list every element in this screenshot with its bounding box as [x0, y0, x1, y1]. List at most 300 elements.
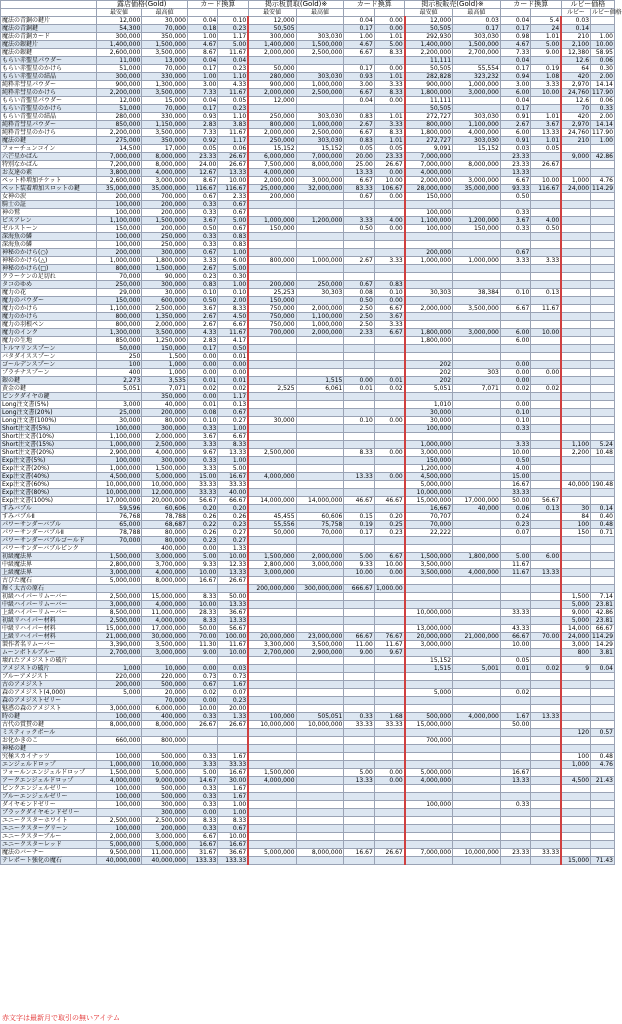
value-cell: 2,200,000 [96, 89, 142, 97]
value-cell: 11.67 [500, 561, 530, 569]
value-cell: 12,000 [248, 17, 296, 25]
value-cell [591, 553, 615, 561]
value-cell: 2,500,000 [96, 817, 142, 825]
value-cell [248, 625, 296, 633]
value-cell [96, 545, 142, 553]
table-row [1, 153, 615, 161]
value-cell [296, 449, 344, 457]
item-name-cell: もらい赤聖星パウダー [1, 57, 97, 65]
value-cell: 2,000,000 [296, 329, 344, 337]
value-cell: 100,000 [96, 233, 142, 241]
value-cell [500, 841, 530, 849]
table-row [1, 169, 615, 177]
value-cell [561, 721, 590, 729]
value-cell: 0.33 [187, 209, 217, 217]
table-row [1, 657, 615, 665]
table-row [1, 561, 615, 569]
value-cell [296, 601, 344, 609]
value-cell: 3.67 [374, 313, 404, 321]
value-cell: 1,400,000 [96, 41, 142, 49]
value-cell [248, 705, 296, 713]
table-row [1, 49, 615, 57]
value-cell [591, 849, 615, 857]
value-cell [374, 625, 404, 633]
value-cell: 210 [561, 137, 590, 145]
value-cell [531, 537, 561, 545]
value-cell [591, 721, 615, 729]
value-cell: 9.67 [374, 649, 404, 657]
value-cell [248, 593, 296, 601]
value-cell: 4,000,000 [142, 601, 188, 609]
value-cell: 0.05 [187, 145, 217, 153]
value-cell [453, 105, 501, 113]
value-cell: 116.67 [218, 185, 248, 193]
value-cell: 2.00 [591, 73, 615, 81]
value-cell: 15,152 [296, 145, 344, 153]
item-name-cell: 中級魔法界 [1, 561, 97, 569]
value-cell [374, 737, 404, 745]
value-cell: 300,000 [142, 457, 188, 465]
value-cell: 33.33 [531, 849, 561, 857]
value-cell: 70,000 [142, 65, 188, 73]
value-cell [561, 337, 590, 345]
value-cell [531, 825, 561, 833]
value-cell: 800,000 [248, 121, 296, 129]
value-cell: 900,000 [405, 81, 453, 89]
value-cell [561, 745, 590, 753]
value-cell: 150,000 [453, 225, 501, 233]
value-cell: 300,000 [142, 425, 188, 433]
value-cell [561, 473, 590, 481]
value-cell: 8.33 [218, 441, 248, 449]
value-cell: 800,000 [142, 737, 188, 745]
value-cell: 0.10 [187, 417, 217, 425]
item-name-cell: 魅惑の森のアメジスト [1, 705, 97, 713]
item-name-cell: ゼルストーン [1, 225, 97, 233]
item-name-cell: 初級リハイパー材料 [1, 617, 97, 625]
value-cell: 13.33 [218, 449, 248, 457]
value-cell: 24.00 [187, 161, 217, 169]
value-cell [374, 689, 404, 697]
value-cell [453, 345, 501, 353]
value-cell: 150,000 [405, 457, 453, 465]
value-cell [453, 425, 501, 433]
value-cell [296, 457, 344, 465]
header-card-conv-3: カード換算 [500, 1, 561, 9]
value-cell: 1,000,000 [96, 257, 142, 265]
value-cell: 4.33 [218, 81, 248, 89]
value-cell: 1,350,000 [142, 313, 188, 321]
header-board-buy: 掲示板買取(Gold)※ [248, 1, 344, 9]
value-cell: 0.19 [531, 65, 561, 73]
value-cell: 11.67 [218, 641, 248, 649]
value-cell [531, 233, 561, 241]
value-cell [561, 345, 590, 353]
value-cell [531, 465, 561, 473]
value-cell [500, 545, 530, 553]
value-cell [96, 697, 142, 705]
value-cell [531, 273, 561, 281]
value-cell: 700,000 [142, 193, 188, 201]
value-cell [591, 561, 615, 569]
value-cell [248, 697, 296, 705]
value-cell [500, 273, 530, 281]
value-cell [531, 473, 561, 481]
value-cell [531, 481, 561, 489]
value-cell [405, 273, 453, 281]
value-cell [591, 233, 615, 241]
value-cell [405, 201, 453, 209]
value-cell: 4,000,000 [142, 617, 188, 625]
value-cell: 59,596 [96, 505, 142, 513]
value-cell [531, 169, 561, 177]
value-cell: 3.33 [187, 465, 217, 473]
value-cell: 1.00 [218, 457, 248, 465]
value-cell: 0.67 [218, 225, 248, 233]
value-cell: 0.67 [218, 825, 248, 833]
value-cell: 55,556 [248, 521, 296, 529]
header-card-conv-2: カード換算 [344, 1, 405, 9]
value-cell [591, 289, 615, 297]
value-cell: 2,000,000 [248, 129, 296, 137]
value-cell: 5,000,000 [142, 841, 188, 849]
value-cell [561, 409, 590, 417]
value-cell [591, 473, 615, 481]
value-cell: 0.01 [187, 401, 217, 409]
value-cell: 0.00 [500, 369, 530, 377]
item-name-cell: バタダイススプーン [1, 353, 97, 361]
table-row [1, 713, 615, 721]
value-cell: 3,000,000 [453, 89, 501, 97]
value-cell: 42.86 [591, 609, 615, 617]
table-row [1, 665, 615, 673]
value-cell: 26.67 [218, 577, 248, 585]
value-cell: 0.10 [374, 289, 404, 297]
item-name-cell: 初級ハイパーリムーバー [1, 593, 97, 601]
value-cell: 2,000,000 [405, 305, 453, 313]
value-cell [344, 369, 374, 377]
value-cell: 24,000 [561, 633, 590, 641]
value-cell: 0.02 [187, 385, 217, 393]
value-cell: 1,000,000 [296, 121, 344, 129]
value-cell: 350,000 [142, 137, 188, 145]
item-name-cell: Exp注文書(20%) [1, 465, 97, 473]
value-cell: 330,000 [142, 113, 188, 121]
value-cell [453, 529, 501, 537]
value-cell: 33.33 [344, 721, 374, 729]
value-cell [500, 793, 530, 801]
value-cell [591, 657, 615, 665]
value-cell: 0.00 [187, 353, 217, 361]
value-cell [296, 689, 344, 697]
value-cell: 420 [561, 73, 590, 81]
value-cell [561, 737, 590, 745]
item-name-cell: 魔法の鍵 [1, 137, 97, 145]
value-cell [344, 617, 374, 625]
value-cell: 0.23 [218, 521, 248, 529]
value-cell: 900,000 [248, 81, 296, 89]
value-cell: 100,000 [96, 209, 142, 217]
item-name-cell: 騎士の証 [1, 201, 97, 209]
table-row [1, 729, 615, 737]
value-cell: 9.33 [187, 561, 217, 569]
table-row [1, 513, 615, 521]
value-cell [374, 665, 404, 673]
item-name-cell: Short注文書(10%) [1, 433, 97, 441]
value-cell [248, 465, 296, 473]
value-cell: 0.05 [218, 97, 248, 105]
value-cell [218, 737, 248, 745]
value-cell: 3,500,000 [142, 641, 188, 649]
table-row [1, 385, 615, 393]
value-cell: 200,000 [96, 249, 142, 257]
item-name-cell: もらい青聖星パウダー [1, 97, 97, 105]
value-cell: 10.00 [187, 705, 217, 713]
value-cell [591, 433, 615, 441]
value-cell [531, 769, 561, 777]
value-cell: 4,000,000 [405, 777, 453, 785]
value-cell: 750,000 [248, 305, 296, 313]
value-cell [453, 489, 501, 497]
table-row [1, 313, 615, 321]
item-name-cell: 神秘のかけら(○) [1, 249, 97, 257]
value-cell [500, 705, 530, 713]
value-cell: 303,030 [453, 137, 501, 145]
value-cell [591, 545, 615, 553]
value-cell: 17,000,000 [142, 625, 188, 633]
value-cell [187, 585, 217, 593]
value-cell [374, 801, 404, 809]
value-cell: 0.10 [218, 289, 248, 297]
value-cell: 600,000 [142, 297, 188, 305]
value-cell [561, 537, 590, 545]
value-cell: 3,500,000 [453, 305, 501, 313]
value-cell [248, 369, 296, 377]
value-cell: 1.01 [374, 113, 404, 121]
item-name-cell: すみバブル [1, 505, 97, 513]
value-cell: 1.00 [591, 137, 615, 145]
value-cell: 1,500,000 [248, 769, 296, 777]
table-row [1, 753, 615, 761]
value-cell: 0.67 [344, 281, 374, 289]
value-cell [453, 193, 501, 201]
value-cell [561, 273, 590, 281]
value-cell [561, 393, 590, 401]
value-cell [374, 201, 404, 209]
value-cell: 25,253 [248, 289, 296, 297]
value-cell: 2,700,000 [248, 649, 296, 657]
value-cell [531, 721, 561, 729]
value-cell [374, 761, 404, 769]
table-row [1, 809, 615, 817]
item-name-cell: もらい赤聖星のかけら [1, 65, 97, 73]
value-cell: 70,000 [296, 529, 344, 537]
value-cell: 93.33 [500, 185, 530, 193]
value-cell: 11.67 [531, 305, 561, 313]
value-cell [296, 681, 344, 689]
item-name-cell: ユニークスターグリーン [1, 825, 97, 833]
value-cell [405, 545, 453, 553]
value-cell: 0.01 [374, 377, 404, 385]
value-cell: 16.67 [500, 481, 530, 489]
value-cell: 21.43 [591, 777, 615, 785]
value-cell: 800,000 [96, 321, 142, 329]
value-cell: 11,111 [405, 57, 453, 65]
table-row [1, 369, 615, 377]
value-cell [296, 465, 344, 473]
value-cell [296, 569, 344, 577]
value-cell: 31.67 [187, 849, 217, 857]
value-cell: 1.33 [218, 545, 248, 553]
value-cell [344, 601, 374, 609]
value-cell: 9 [561, 665, 590, 673]
value-cell: 2.67 [187, 321, 217, 329]
value-cell: 78,788 [96, 529, 142, 537]
table-row [1, 417, 615, 425]
value-cell: 0.23 [187, 537, 217, 545]
value-cell: 33.33 [218, 761, 248, 769]
value-cell: 4,500 [561, 777, 590, 785]
value-cell [374, 489, 404, 497]
value-cell: 100,000 [96, 793, 142, 801]
value-cell [453, 417, 501, 425]
value-cell: 300,000 [142, 801, 188, 809]
value-cell: 1,500,000 [248, 553, 296, 561]
value-cell: 303,030 [296, 113, 344, 121]
value-cell: 1.00 [344, 33, 374, 41]
value-cell: 1,800,000 [405, 337, 453, 345]
value-cell: 10.00 [500, 449, 530, 457]
table-row [1, 569, 615, 577]
value-cell: 0.02 [500, 689, 530, 697]
value-cell: 70.00 [187, 633, 217, 641]
value-cell: 0.19 [344, 521, 374, 529]
value-cell: 0.23 [218, 25, 248, 33]
value-cell: 0.06 [591, 57, 615, 65]
value-cell: 300,000 [248, 33, 296, 41]
item-name-cell: ユニークスターレッド [1, 841, 97, 849]
value-cell: 76.67 [374, 633, 404, 641]
value-cell: 200,000 [96, 193, 142, 201]
value-cell: 4.17 [218, 337, 248, 345]
value-cell: 6.67 [500, 305, 530, 313]
value-cell [561, 689, 590, 697]
item-name-cell: 特別なかばん [1, 161, 97, 169]
value-cell [142, 657, 188, 665]
value-cell: 4,000,000 [142, 569, 188, 577]
value-cell [531, 281, 561, 289]
value-cell: 200,000 [248, 193, 296, 201]
value-cell: 0.33 [187, 457, 217, 465]
value-cell: 1.10 [218, 73, 248, 81]
value-cell [531, 625, 561, 633]
value-cell [500, 825, 530, 833]
value-cell [561, 241, 590, 249]
table-row [1, 289, 615, 297]
value-cell: 3,800,000 [96, 169, 142, 177]
value-cell [344, 401, 374, 409]
value-cell [591, 577, 615, 585]
item-name-cell: 中級リハイパー材料 [1, 625, 97, 633]
value-cell [561, 209, 590, 217]
value-cell: 2,000,000 [296, 305, 344, 313]
value-cell [561, 585, 590, 593]
value-cell [531, 809, 561, 817]
value-cell: 13.33 [531, 569, 561, 577]
value-cell: 10.00 [187, 601, 217, 609]
value-cell: 4.67 [187, 41, 217, 49]
value-cell: 0.33 [500, 209, 530, 217]
value-cell [561, 353, 590, 361]
value-cell [591, 537, 615, 545]
value-cell: 30,000,000 [142, 633, 188, 641]
item-name-cell: 魔法の青銅の鍵片 [1, 17, 97, 25]
value-cell [591, 465, 615, 473]
value-cell: 0.01 [344, 385, 374, 393]
value-cell [374, 481, 404, 489]
value-cell [374, 273, 404, 281]
value-cell: 4,000,000 [142, 449, 188, 457]
value-cell [374, 593, 404, 601]
value-cell: 6.67 [344, 129, 374, 137]
value-cell [248, 793, 296, 801]
value-cell [296, 57, 344, 65]
value-cell [374, 57, 404, 65]
value-cell [591, 425, 615, 433]
value-cell [531, 649, 561, 657]
value-cell [248, 249, 296, 257]
item-name-cell: 魔力のインク [1, 329, 97, 337]
value-cell: 4.76 [591, 761, 615, 769]
header-sub-blank-5 [500, 9, 530, 17]
value-cell: 0.27 [218, 417, 248, 425]
value-cell: 0.17 [500, 25, 530, 33]
value-cell [142, 745, 188, 753]
value-cell [248, 457, 296, 465]
value-cell: 8,000,000 [296, 849, 344, 857]
value-cell: 20,000,000 [142, 497, 188, 505]
table-row [1, 473, 615, 481]
value-cell: 1,000 [96, 665, 142, 673]
value-cell [344, 593, 374, 601]
value-cell [248, 745, 296, 753]
value-cell: 30,000 [142, 289, 188, 297]
value-cell: 17,000,000 [453, 497, 501, 505]
value-cell: 13.33 [531, 713, 561, 721]
value-cell [344, 609, 374, 617]
value-cell: 1,100,000 [96, 217, 142, 225]
value-cell [296, 441, 344, 449]
value-cell: 60,606 [142, 505, 188, 513]
value-cell: 0.27 [218, 529, 248, 537]
value-cell: 0.20 [187, 505, 217, 513]
value-cell [248, 425, 296, 433]
value-cell: 25.00 [344, 161, 374, 169]
value-cell [344, 793, 374, 801]
value-cell: 303 [453, 369, 501, 377]
value-cell [561, 465, 590, 473]
value-cell: 1.68 [374, 713, 404, 721]
value-cell [561, 329, 590, 337]
value-cell: 10.00 [218, 553, 248, 561]
value-cell: 292,930 [405, 33, 453, 41]
value-cell: 70,000 [142, 105, 188, 113]
value-cell [531, 513, 561, 521]
value-cell: 5,000 [561, 617, 590, 625]
value-cell [405, 433, 453, 441]
value-cell: 0.73 [187, 673, 217, 681]
value-cell [344, 705, 374, 713]
